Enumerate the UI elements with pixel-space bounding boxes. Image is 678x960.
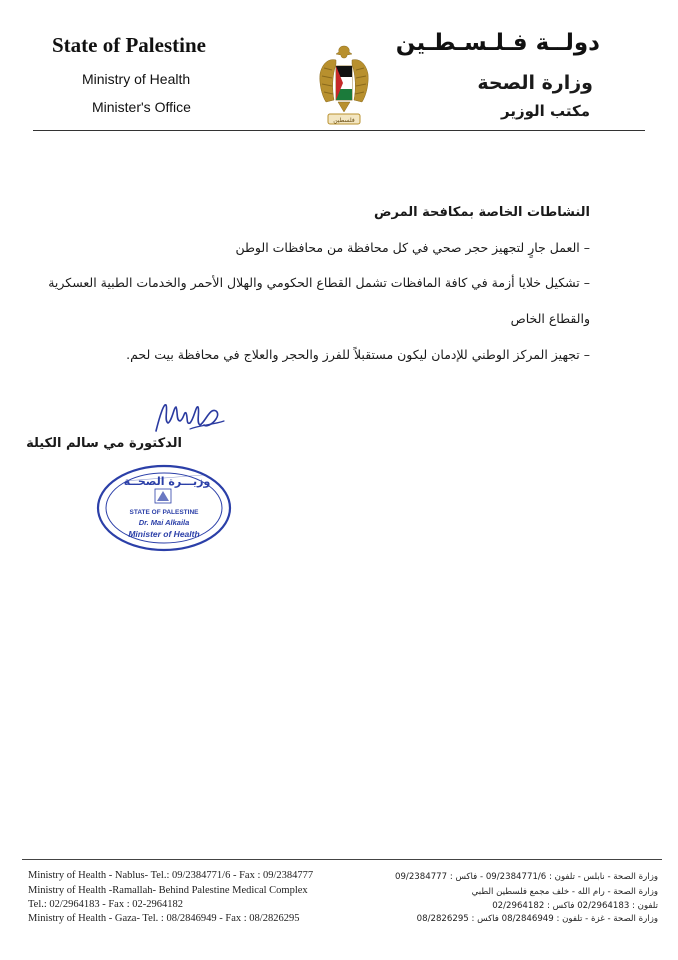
english-state-title: State of Palestine [52, 33, 206, 57]
stamp-arabic-title: وزيـــرة الصحــة [123, 475, 211, 488]
footer-english-line: Ministry of Health -Ramallah- Behind Palestine Medical Complex [28, 885, 308, 896]
list-item: – العمل جارٍ لتجهيز حجر صحي في كل محافظة من محافظات الوطن [235, 240, 590, 255]
footer-arabic-line: وزارة الصحة - نابلس - تلفون : 09/2384771/6 - فاكس : 09/2384777 [395, 872, 658, 882]
list-item-continuation: والقطاع الخاص [510, 311, 590, 326]
palestine-eagle-emblem-icon [316, 40, 372, 130]
english-ministry-name: Ministry of Health [82, 71, 191, 87]
stamp-minister-role: Minister of Health [128, 529, 200, 539]
english-office-name: Minister's Office [92, 99, 191, 115]
footer-arabic-line: وزارة الصحة - رام الله - خلف مجمع فلسطين الطبي [471, 887, 658, 897]
stamp-minister-name: Dr. Mai Alkaila [138, 518, 190, 527]
letter-heading: النشاطات الخاصة بمكافحة المرض [374, 205, 590, 220]
footer-arabic-line: وزارة الصحة - غزة - تلفون : 08/2846949 فاكس : 08/2826295 [416, 914, 658, 924]
official-stamp-icon [95, 463, 233, 553]
list-item: – تشكيل خلايا أزمة في كافة المافظات تشمل القطاع الحكومي والهلال الأحمر والخدمات الطبية العسكرية [48, 275, 590, 290]
arabic-ministry-name: وزارة الصحة [477, 72, 593, 94]
footer-english-line: Tel.: 02/2964183 - Fax : 02-2964182 [28, 899, 184, 910]
footer-english-line: Ministry of Health - Gaza- Tel. : 08/2846949 - Fax : 08/2826295 [28, 913, 300, 924]
arabic-office-name: مكتب الوزير [500, 102, 590, 120]
arabic-state-title: دولــة فـلـسـطـين [395, 30, 600, 56]
signer-name: الدكتورة مي سالم الكيلة [26, 436, 182, 451]
emblem-label: فلسطين [333, 117, 355, 124]
header-divider [33, 130, 645, 131]
footer-divider [22, 859, 662, 860]
list-item: – تجهيز المركز الوطني للإدمان ليكون مستقبلاً للفرز والحجر والعلاج في محافظة بيت لحم. [126, 347, 590, 362]
footer-arabic-line: تلفون : 02/2964183 فاكس : 02/2964182 [492, 901, 658, 911]
handwritten-signature-icon [150, 395, 230, 440]
footer-english-line: Ministry of Health - Nablus- Tel.: 09/2384771/6 - Fax : 09/2384777 [28, 870, 314, 881]
stamp-state-label: STATE OF PALESTINE [129, 509, 199, 516]
